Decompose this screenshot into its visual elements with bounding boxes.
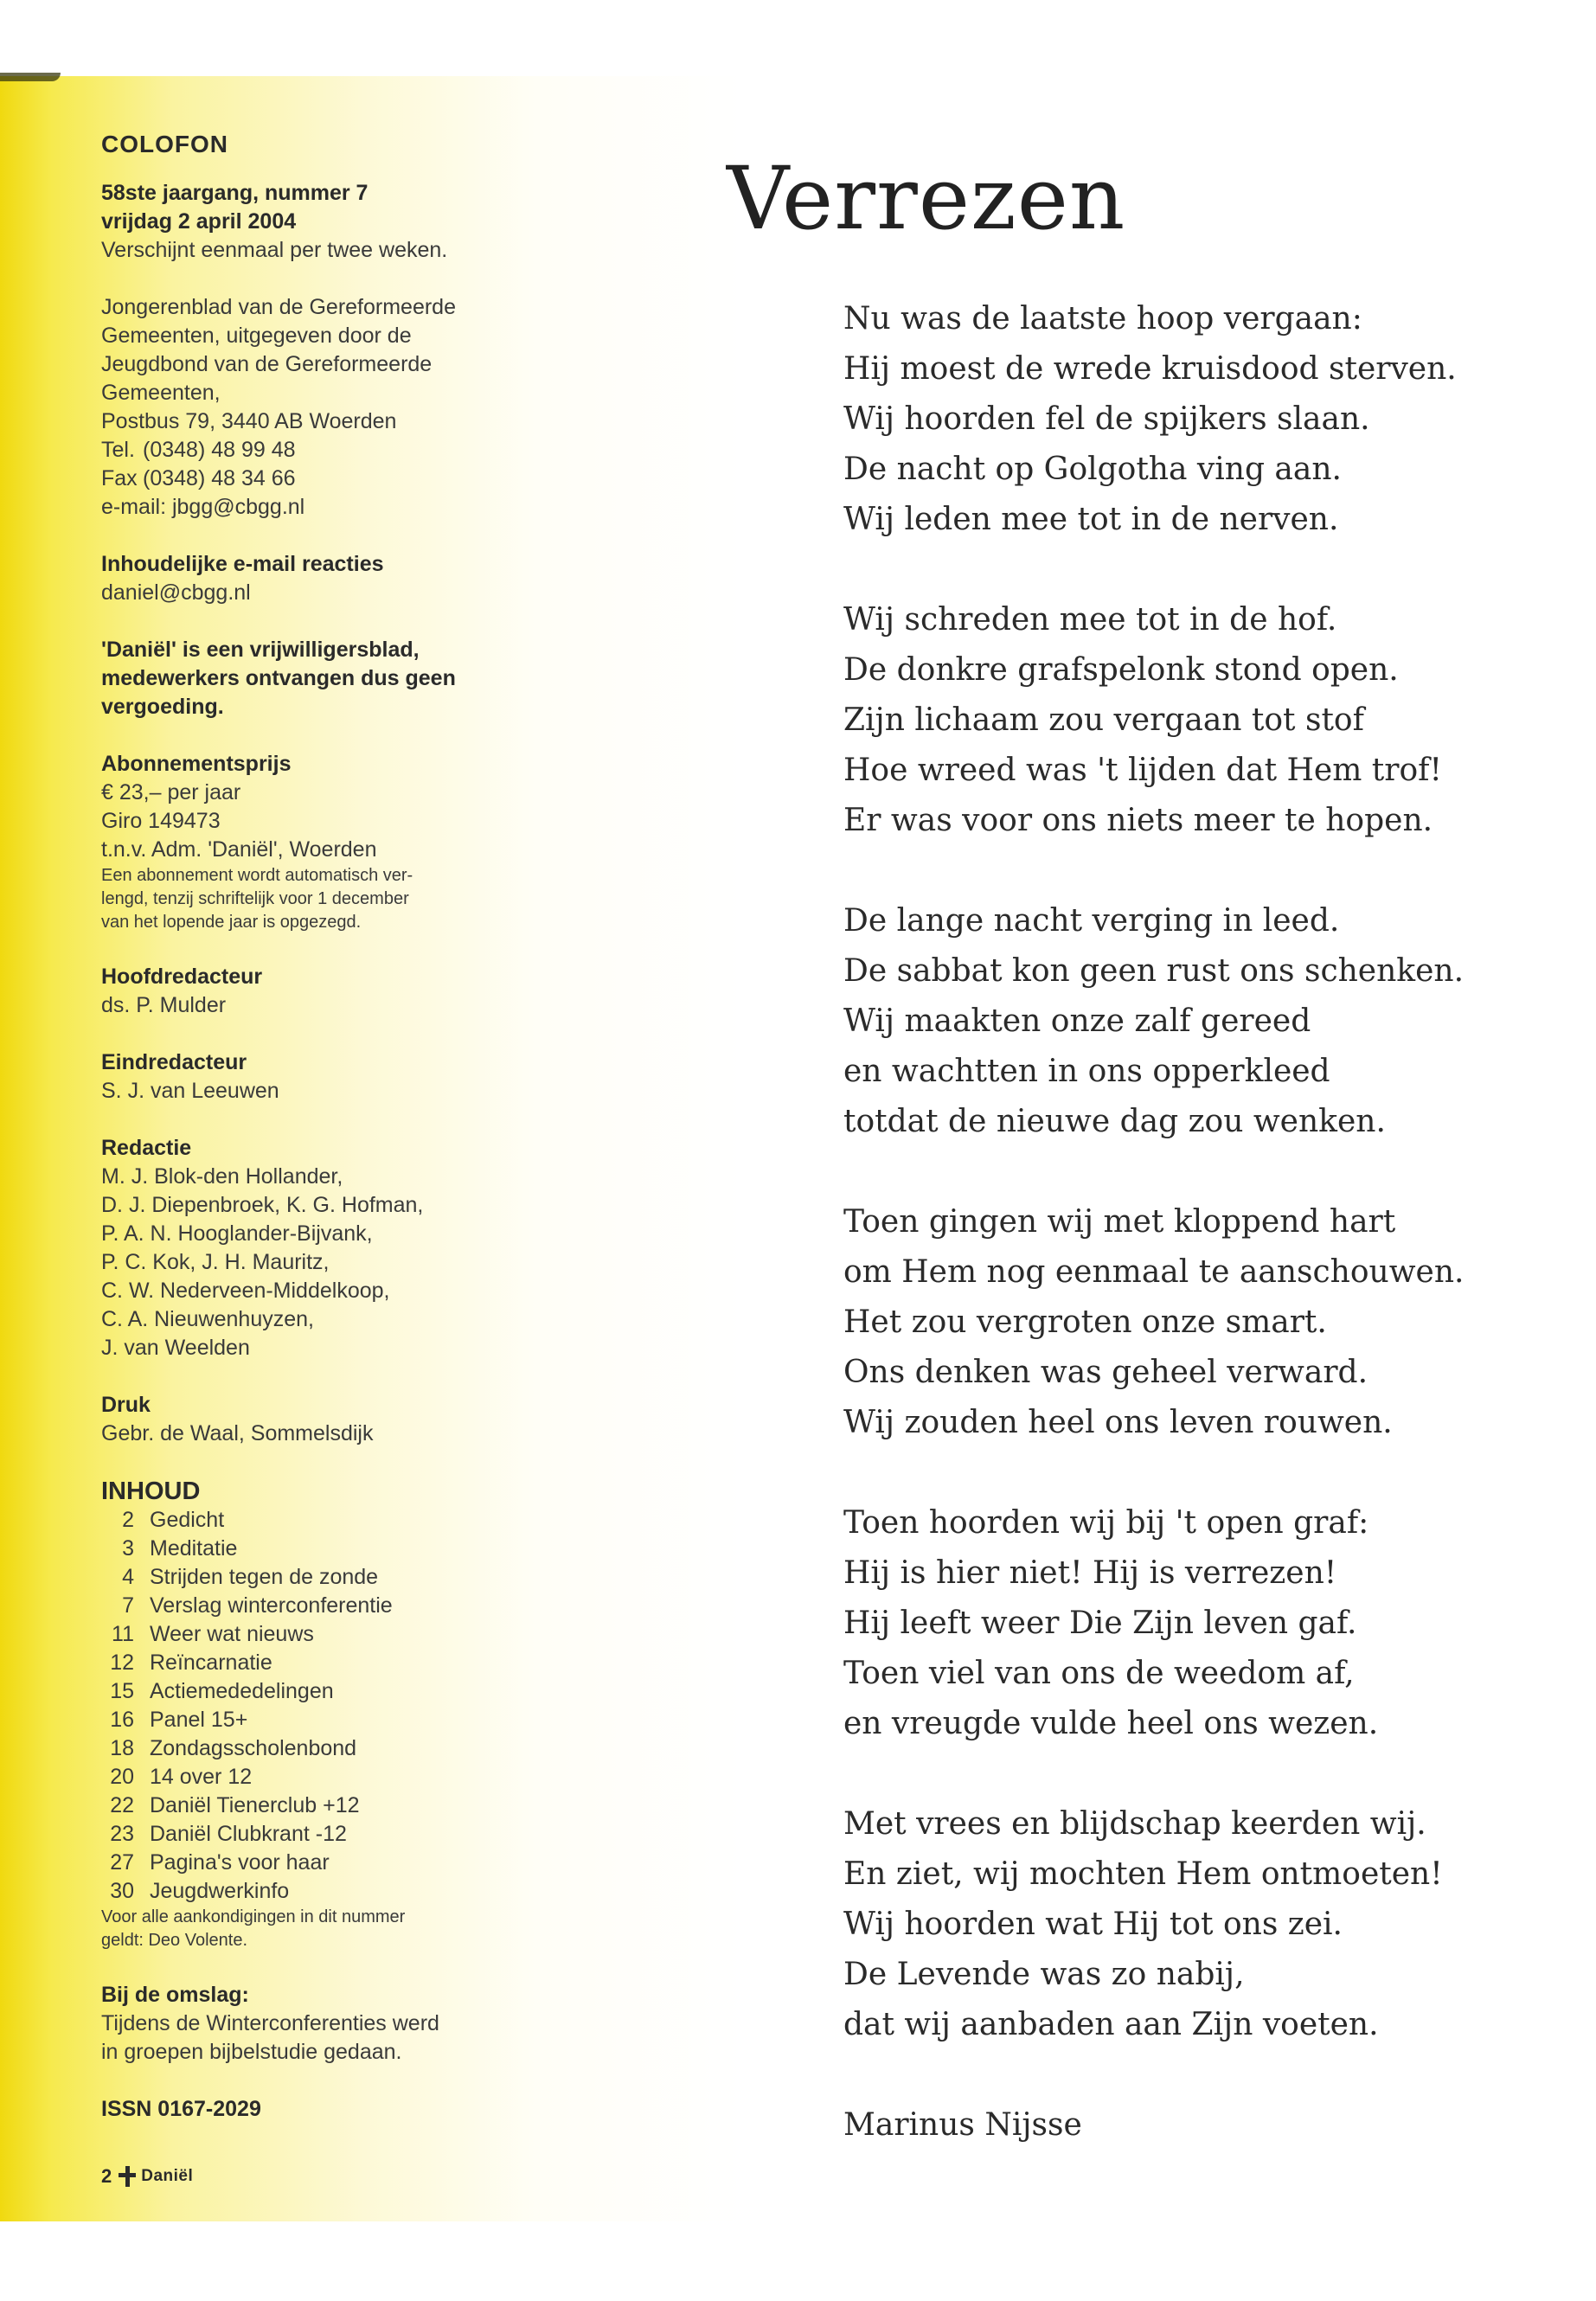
poem-verse: De lange nacht verging in leed. [843,903,1340,939]
issue-date: vrijdag 2 april 2004 [101,209,297,234]
toc-item [101,1506,586,1535]
toc-page: 2 [122,1508,134,1532]
poem-verse: En ziet, wij mochten Hem ontmoeten! [843,1856,1443,1892]
subscription-payee: t.n.v. Adm. 'Daniël', Woerden [101,837,377,862]
toc-item [101,1563,586,1592]
poem-verse: Het zou vergroten onze smart. [843,1304,1327,1340]
final-editor-name: S. J. van Leeuwen [101,1079,279,1103]
toc-page: 15 [110,1679,134,1703]
publication-name: Daniël [141,2167,194,2185]
toc-item [101,1706,586,1734]
toc-title: Zondagsscholenbond [150,1736,357,1760]
toc-item [101,1763,586,1791]
contents-heading: INHOUD [101,1477,201,1505]
poem-verse: Wij zouden heel ons leven rouwen. [843,1405,1393,1440]
publisher-line: Jongerenblad van de Gereformeerde [101,295,456,319]
poem-stanza [843,1498,1535,1749]
poem-verse: Wij leden mee tot in de nerven. [843,502,1339,537]
editorial-member: J. van Weelden [101,1336,250,1360]
toc-page: 30 [110,1879,134,1903]
editorial-board [101,1134,586,1362]
telephone-row [101,436,586,465]
telephone-label: Tel. [101,438,135,462]
poem-verse: en wachtten in ons opperkleed [843,1054,1330,1089]
editor-in-chief-name: ds. P. Mulder [101,993,227,1017]
toc-page: 12 [110,1650,134,1675]
publisher-line: Gemeenten, uitgegeven door de [101,324,412,348]
toc-title: 14 over 12 [150,1765,253,1789]
poem-verse: Er was voor ons niets meer te hopen. [843,803,1433,838]
toc-title: Panel 15+ [150,1708,248,1732]
poem-verse: Toen hoorden wij bij 't open graf: [843,1505,1369,1541]
poem-verse: Wij hoorden fel de spijkers slaan. [843,401,1370,437]
cross-icon [119,2166,136,2187]
publisher-info [101,293,586,522]
toc-title: Weer wat nieuws [150,1622,314,1646]
page-number: 2 [101,2165,112,2187]
editorial-member: C. W. Nederveen-Middelkoop, [101,1279,390,1303]
poem-stanza [843,1197,1535,1448]
editorial-member: D. J. Diepenbroek, K. G. Hofman, [101,1193,424,1217]
toc-page: 7 [122,1593,134,1618]
cover-line: Tijdens de Winterconferenties werd [101,2011,439,2035]
poem-title: Verrezen [727,148,1126,249]
poem-verse: Met vrees en blijdschap keerden wij. [843,1806,1426,1842]
poem-verse: Wij maakten onze zalf gereed [843,1003,1311,1039]
final-editor [101,1048,586,1106]
poem-verse: Toen gingen wij met kloppend hart [843,1204,1396,1240]
poem-verse: Wij hoorden wat Hij tot ons zei. [843,1907,1343,1942]
subscription-heading: Abonnementsprijs [101,752,292,776]
telephone-value: (0348) 48 99 48 [143,438,296,462]
toc-title: Strijden tegen de zonde [150,1565,379,1589]
issn: ISSN 0167-2029 [101,2097,261,2121]
subscription-note: lengd, tenzij schriftelijk voor 1 december [101,889,409,908]
reactions-email: daniel@cbgg.nl [101,580,251,605]
final-editor-heading: Eindredacteur [101,1050,247,1074]
fax-value: (0348) 48 34 66 [143,466,296,490]
poem-stanza [843,896,1535,1147]
issue-frequency: Verschijnt eenmaal per twee weken. [101,238,448,262]
reactions-heading: Inhoudelijke e-mail reacties [101,552,384,576]
poem-verse: Hij moest de wrede kruisdood sterven. [843,351,1457,387]
poem-verse: Wij schreden mee tot in de hof. [843,602,1337,638]
poem-author: Marinus Nijsse [843,2107,1082,2143]
page-footer [101,2165,193,2188]
toc-title: Pagina's voor haar [150,1850,330,1875]
poem-verse: Hoe wreed was 't lijden dat Hem trof! [843,753,1442,788]
editorial-member: C. A. Nieuwenhuyzen, [101,1307,314,1331]
toc-title: Meditatie [150,1536,238,1561]
contents-note: Voor alle aankondigingen in dit nummer [101,1907,406,1926]
toc-item [101,1677,586,1706]
poem-verse: De Levende was zo nabij, [843,1957,1245,1992]
print-info [101,1391,586,1448]
toc-item [101,1592,586,1620]
toc-item [101,1620,586,1649]
poem-verse: Zijn lichaam zou vergaan tot stof [843,702,1364,738]
toc-item [101,1791,586,1820]
poem-body [843,294,1535,2150]
print-name: Gebr. de Waal, Sommelsdijk [101,1421,374,1445]
poem-stanza [843,294,1535,545]
colofon-title: COLOFON [101,131,228,157]
table-of-contents [101,1477,586,1952]
editorial-heading: Redactie [101,1136,192,1160]
subscription-info [101,750,586,934]
publisher-address: Postbus 79, 3440 AB Woerden [101,409,397,433]
toc-page: 18 [110,1736,134,1760]
editorial-member: P. C. Kok, J. H. Mauritz, [101,1250,330,1274]
toc-page: 22 [110,1793,134,1817]
volunteer-line: 'Daniël' is een vrijwilligersblad, [101,638,420,662]
page-corner-shadow [0,73,61,81]
poem-verse: De nacht op Golgotha ving aan. [843,452,1342,487]
toc-page: 27 [110,1850,134,1875]
toc-item [101,1877,586,1906]
toc-page: 23 [110,1822,134,1846]
fax-label: Fax [101,466,138,490]
publisher-email: e-mail: jbgg@cbgg.nl [101,495,305,519]
volunteer-notice [101,636,586,721]
publisher-line: Gemeenten, [101,381,221,405]
fax-row [101,465,586,493]
poem-stanza [843,595,1535,846]
poem-verse: De sabbat kon geen rust ons schenken. [843,953,1465,989]
toc-page: 20 [110,1765,134,1789]
toc-title: Reïncarnatie [150,1650,272,1675]
poem-verse: om Hem nog eenmaal te aanschouwen. [843,1254,1465,1290]
cover-heading: Bij de omslag: [101,1983,249,2007]
poem-verse: Ons denken was geheel verward. [843,1355,1368,1390]
toc-item [101,1734,586,1763]
toc-page: 3 [122,1536,134,1561]
print-heading: Druk [101,1393,151,1417]
volunteer-line: medewerkers ontvangen dus geen [101,666,456,690]
toc-title: Jeugdwerkinfo [150,1879,290,1903]
poem-verse: De donkre grafspelonk stond open. [843,652,1399,688]
toc-item [101,1849,586,1877]
poem-verse: Nu was de laatste hoop vergaan: [843,301,1362,336]
issue-info [101,179,586,265]
editor-in-chief-heading: Hoofdredacteur [101,965,263,989]
editor-in-chief [101,963,586,1020]
volunteer-line: vergoeding. [101,695,224,719]
toc-page: 4 [122,1565,134,1589]
toc-item [101,1649,586,1677]
poem-verse: Hij is hier niet! Hij is verrezen! [843,1555,1337,1591]
editorial-member: M. J. Blok-den Hollander, [101,1164,343,1189]
contents-note: geldt: Deo Volente. [101,1931,248,1950]
toc-item [101,1535,586,1563]
poem-verse: totdat de nieuwe dag zou wenken. [843,1104,1386,1139]
toc-title: Daniël Clubkrant -12 [150,1822,347,1846]
poem-stanza [843,1799,1535,2050]
publisher-line: Jeugdbond van de Gereformeerde [101,352,433,376]
toc-title: Gedicht [150,1508,225,1532]
toc-item [101,1820,586,1849]
reactions-info [101,550,586,607]
issue-volume: 58ste jaargang, nummer 7 [101,181,369,205]
toc-title: Daniël Tienerclub +12 [150,1793,360,1817]
subscription-note: Een abonnement wordt automatisch ver- [101,866,413,885]
poem-verse: dat wij aanbaden aan Zijn voeten. [843,2007,1379,2042]
toc-title: Actiemededelingen [150,1679,334,1703]
poem-verse: en vreugde vulde heel ons wezen. [843,1706,1379,1741]
colofon-column [101,130,586,2152]
subscription-giro: Giro 149473 [101,809,221,833]
toc-page: 11 [112,1622,134,1646]
subscription-price: € 23,– per jaar [101,780,241,804]
cover-info [101,1981,586,2067]
cover-line: in groepen bijbelstudie gedaan. [101,2040,402,2064]
subscription-note: van het lopende jaar is opgezegd. [101,913,362,932]
editorial-member: P. A. N. Hooglander-Bijvank, [101,1221,373,1246]
poem-verse: Hij leeft weer Die Zijn leven gaf. [843,1606,1357,1641]
toc-page: 16 [110,1708,134,1732]
poem-verse: Toen viel van ons de weedom af, [843,1656,1355,1691]
toc-title: Verslag winterconferentie [150,1593,393,1618]
issn-info [101,2095,586,2124]
